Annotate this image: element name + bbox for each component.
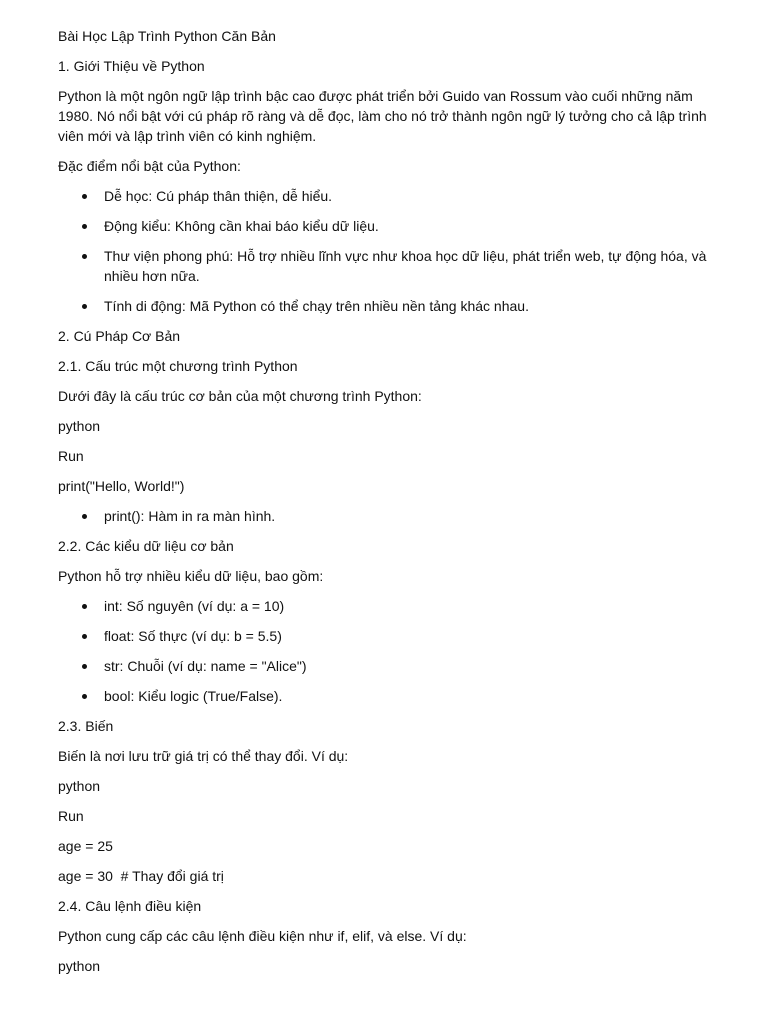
- list-item: bool: Kiểu logic (True/False).: [104, 686, 708, 706]
- code-line: age = 25: [58, 838, 113, 854]
- list-item: str: Chuỗi (ví dụ: name = "Alice"): [104, 656, 708, 676]
- print-bullets: [58, 506, 708, 526]
- list-item: Dễ học: Cú pháp thân thiện, dễ hiểu.: [104, 186, 708, 206]
- section-2-heading: 2. Cú Pháp Cơ Bản: [58, 328, 181, 344]
- list-item: int: Số nguyên (ví dụ: a = 10): [104, 596, 708, 616]
- list-item: Thư viện phong phú: Hỗ trợ nhiều lĩnh vực như khoa học dữ liệu, phát triển web, tự động hóa, và nhiều hơn nữa.: [104, 248, 707, 284]
- run-label: Run: [58, 448, 84, 464]
- datatype-list: [58, 596, 708, 706]
- code-language-label: python: [58, 778, 101, 794]
- features-title: Đặc điểm nổi bật của Python:: [58, 158, 241, 174]
- section-2-2-intro: Python hỗ trợ nhiều kiểu dữ liệu, bao gồm:: [58, 568, 324, 584]
- section-2-4-heading: 2.4. Câu lệnh điều kiện: [58, 898, 202, 914]
- list-item: print(): Hàm in ra màn hình.: [104, 506, 708, 526]
- code-language-label: python: [58, 958, 101, 974]
- section-2-4-intro: Python cung cấp các câu lệnh điều kiện như if, elif, và else. Ví dụ:: [58, 928, 467, 944]
- section-2-3-intro: Biến là nơi lưu trữ giá trị có thể thay đổi. Ví dụ:: [58, 748, 349, 764]
- code-language-label: python: [58, 418, 101, 434]
- list-item: Tính di động: Mã Python có thể chạy trên nhiều nền tảng khác nhau.: [104, 296, 708, 316]
- code-line: print("Hello, World!"): [58, 478, 185, 494]
- features-list: [58, 186, 708, 316]
- section-2-2-heading: 2.2. Các kiểu dữ liệu cơ bản: [58, 538, 234, 554]
- document-title: Bài Học Lập Trình Python Căn Bản: [58, 28, 276, 44]
- section-2-3-heading: 2.3. Biến: [58, 718, 114, 734]
- list-item: float: Số thực (ví dụ: b = 5.5): [104, 626, 708, 646]
- document-page: [58, 26, 708, 986]
- section-1-intro: Python là một ngôn ngữ lập trình bậc cao được phát triển bởi Guido van Rossum vào cuối những năm 1980. Nó nổi bật với cú pháp rõ ràng và dễ đọc, làm cho nó trở thành ngôn ngữ lý tưởng cho cả lập trình viên mới và lập trình viên có kinh nghiệm.: [58, 88, 707, 144]
- section-1-heading: 1. Giới Thiệu về Python: [58, 58, 205, 74]
- run-label: Run: [58, 808, 84, 824]
- section-2-1-intro: Dưới đây là cấu trúc cơ bản của một chương trình Python:: [58, 388, 422, 404]
- code-line: age = 30 # Thay đổi giá trị: [58, 868, 224, 884]
- section-2-1-heading: 2.1. Cấu trúc một chương trình Python: [58, 358, 298, 374]
- list-item: Động kiểu: Không cần khai báo kiểu dữ liệu.: [104, 216, 708, 236]
